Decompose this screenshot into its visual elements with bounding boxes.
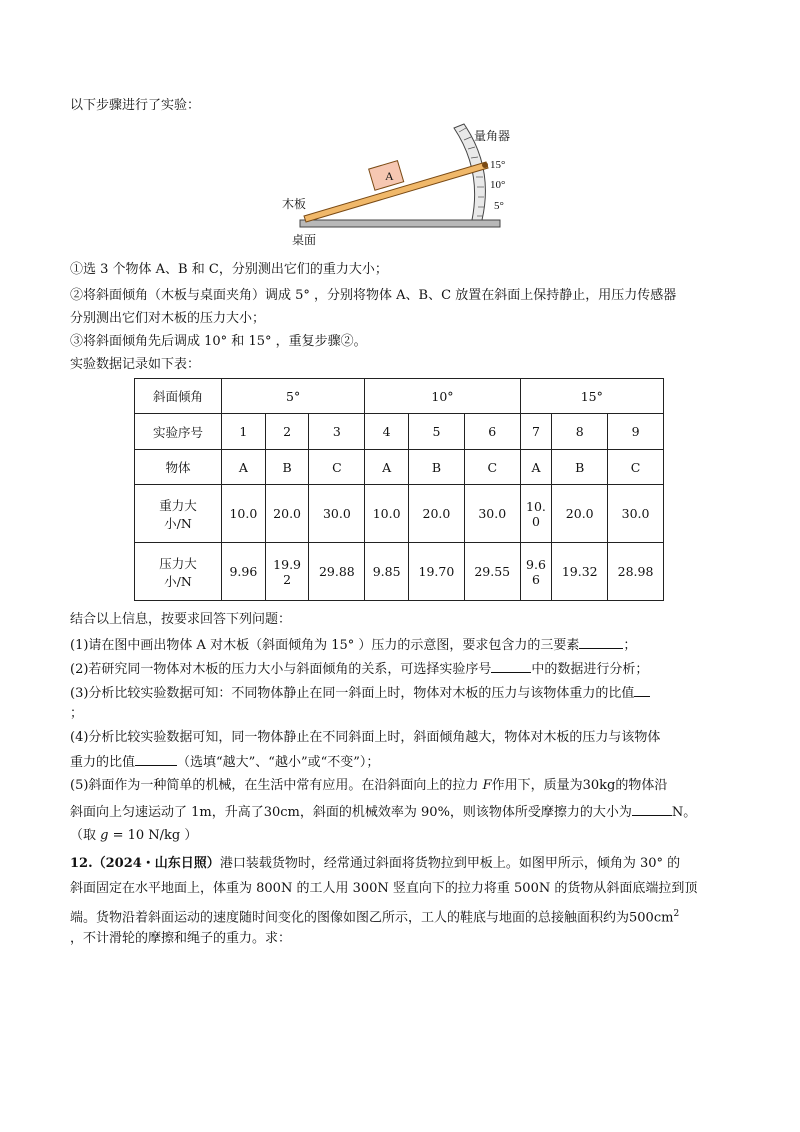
answer-blank[interactable]	[579, 636, 623, 649]
question-5-note: （取 g = 10 N/kg ）	[70, 828, 198, 843]
table-cell: 3	[309, 414, 365, 450]
table-cell: B	[409, 450, 465, 485]
table-cell: 10. 0	[520, 485, 552, 543]
table-cell: 29.88	[309, 543, 365, 601]
row-label: 实验序号	[135, 414, 222, 450]
step-1: ①选 3 个物体 A、B 和 C，分别测出它们的重力大小；	[70, 262, 388, 277]
angle-cell: 10°	[365, 379, 520, 414]
table-cell: C	[608, 450, 664, 485]
table-cell: 30.0	[608, 485, 664, 543]
table-cell: 7	[520, 414, 552, 450]
questions-lead: 结合以上信息，按要求回答下列问题：	[70, 612, 292, 627]
incline-figure	[278, 116, 510, 250]
table-cell: 19.9 2	[265, 543, 309, 601]
table-cell: 8	[552, 414, 608, 450]
table-cell: 9.85	[365, 543, 409, 601]
problem-12-line4: ，不计滑轮的摩擦和绳子的重力。求：	[70, 931, 292, 946]
table-row	[135, 543, 664, 601]
question-4: (4)分析比较实验数据可知，同一物体静止在不同斜面上时，斜面倾角越大，物体对木板的压力与该物体	[70, 730, 661, 745]
table-cell: 20.0	[552, 485, 608, 543]
table-cell: 20.0	[265, 485, 309, 543]
board-label: 木板	[282, 197, 307, 211]
block-label: A	[385, 169, 394, 183]
answer-blank[interactable]	[634, 684, 650, 697]
table-cell: C	[309, 450, 365, 485]
step-2-cont: 分别测出它们对木板的压力大小；	[70, 311, 266, 326]
table-cell: 4	[365, 414, 409, 450]
protractor-label: 量角器	[474, 129, 510, 143]
table-row	[135, 379, 664, 414]
table-row	[135, 414, 664, 450]
row-label: 斜面倾角	[135, 379, 222, 414]
question-5: (5)斜面作为一种简单的机械，在生活中常有应用。在沿斜面向上的拉力 F作用下，质量为30kg的物体沿	[70, 778, 668, 793]
problem-12-line2: 斜面固定在水平地面上，体重为 800N 的工人用 300N 竖直向下的拉力将重 500N 的货物从斜面底端拉到顶	[70, 881, 698, 896]
experiment-table	[134, 378, 664, 601]
answer-blank[interactable]	[135, 753, 177, 766]
table-cell: 5	[409, 414, 465, 450]
angle-label-15: 15°	[490, 159, 506, 171]
table-cell: 28.98	[608, 543, 664, 601]
angle-cell: 15°	[520, 379, 663, 414]
question-4-cont: 重力的比值 （选填“越大”、“越小”或“不变”）；	[70, 755, 380, 770]
answer-blank[interactable]	[632, 803, 672, 816]
problem-12: 12.（2024・山东日照）港口装载货物时，经常通过斜面将货物拉到甲板上。如图甲所示，倾角为 30° 的	[70, 856, 681, 871]
table-cell: 19.70	[409, 543, 465, 601]
table-cell: A	[365, 450, 409, 485]
table-cell: 9.6 6	[520, 543, 552, 601]
table-cell: A	[520, 450, 552, 485]
question-3-cont: ；	[70, 706, 84, 721]
intro-text: 以下步骤进行了实验：	[70, 98, 201, 113]
table-cell: 9	[608, 414, 664, 450]
answer-blank[interactable]	[491, 660, 531, 673]
desk-label: 桌面	[292, 233, 317, 247]
table-cell: B	[552, 450, 608, 485]
table-cell: B	[265, 450, 309, 485]
problem-number: 12.	[70, 856, 93, 871]
step-2: ②将斜面倾角（木板与桌面夹角）调成 5° ，分别将物体 A、B、C 放置在斜面上保持静止，用压力传感器	[70, 288, 677, 303]
desk-surface	[300, 220, 500, 227]
table-cell: 30.0	[309, 485, 365, 543]
table-cell: 30.0	[464, 485, 520, 543]
question-3: (3)分析比较实验数据可知：不同物体静止在同一斜面上时，物体对木板的压力与该物体重力的比值	[70, 684, 650, 702]
table-intro: 实验数据记录如下表：	[70, 357, 201, 372]
table-cell: 1	[222, 414, 266, 450]
question-5-cont: 斜面向上匀速运动了 1m，升高了30cm，斜面的机械效率为 90%，则该物体所受摩擦力的大小为 N。	[70, 805, 697, 820]
table-row	[135, 485, 664, 543]
table-cell: 19.32	[552, 543, 608, 601]
table-cell: 9.96	[222, 543, 266, 601]
problem-source: （2024・山东日照）	[92, 856, 220, 871]
angle-label-5: 5°	[494, 200, 504, 212]
table-cell: C	[464, 450, 520, 485]
table-cell: 29.55	[464, 543, 520, 601]
row-label: 重力大 小/N	[135, 485, 222, 543]
table-cell: 10.0	[365, 485, 409, 543]
table-row	[135, 450, 664, 485]
step-3: ③将斜面倾角先后调成 10° 和 15° ，重复步骤②。	[70, 334, 367, 349]
question-2: (2)若研究同一物体对木板的压力大小与斜面倾角的关系，可选择实验序号 中的数据进行分析；	[70, 662, 649, 677]
angle-label-10: 10°	[490, 179, 506, 191]
table-cell: 2	[265, 414, 309, 450]
question-1: (1)请在图中画出物体 A 对木板（斜面倾角为 15° ）压力的示意图，要求包含力的三要素 ；	[70, 638, 637, 653]
problem-12-line3: 端。货物沿着斜面运动的速度随时间变化的图像如图乙所示，工人的鞋底与地面的总接触面积约为$500cm^2$	[70, 909, 680, 926]
table-cell: 20.0	[409, 485, 465, 543]
table-cell: 6	[464, 414, 520, 450]
row-label: 物体	[135, 450, 222, 485]
board-pivot	[482, 162, 488, 168]
table-cell: 10.0	[222, 485, 266, 543]
table-cell: A	[222, 450, 266, 485]
row-label: 压力大 小/N	[135, 543, 222, 601]
angle-cell: 5°	[222, 379, 365, 414]
